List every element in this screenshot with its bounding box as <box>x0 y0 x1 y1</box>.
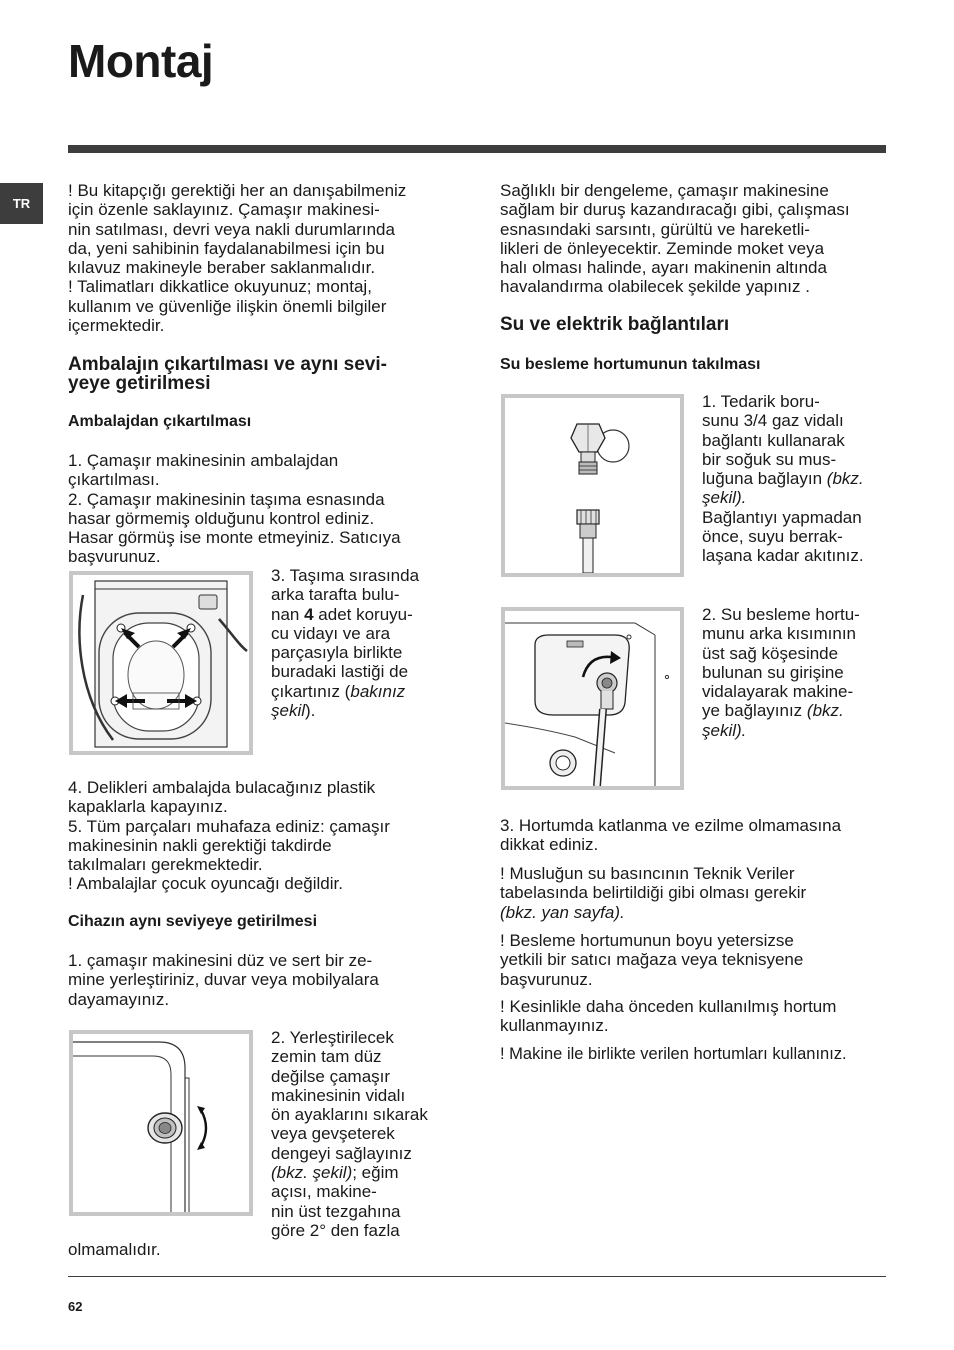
language-tab: TR <box>0 183 43 224</box>
text-line: 2. Yerleştirilecek <box>271 1028 394 1047</box>
italic-ref: şekil <box>271 701 306 721</box>
right-intro <box>500 181 890 297</box>
text-line <box>702 488 892 507</box>
text-line: başvurunuz. <box>500 969 593 989</box>
text-line: içermektedir. <box>68 316 165 336</box>
text-line: makinesinin nakli gerektiği takdirde <box>68 835 332 855</box>
italic-ref: (bkz. <box>826 469 864 489</box>
text-line: göre 2° den fazla <box>271 1220 400 1240</box>
level-step2-end: olmamalıdır. <box>68 1240 161 1259</box>
level-step1 <box>68 951 458 1009</box>
heading-line: yeye getirilmesi <box>68 373 211 394</box>
left-intro <box>68 181 458 335</box>
text-line <box>702 721 892 740</box>
text-line: ! Besleme hortumunun boyu yetersizse <box>500 931 794 950</box>
text-line <box>271 605 456 624</box>
figure-faucet-connection <box>501 394 684 577</box>
text-line: kılavuz makineyle beraber saklanmalıdır. <box>68 258 376 278</box>
text-line: çıkartılması. <box>68 470 160 490</box>
text-line: ön ayaklarını sıkarak <box>271 1105 428 1125</box>
foot-adjust-illustration <box>73 1034 249 1212</box>
section-heading-unpacking <box>68 355 458 393</box>
inlet-illustration <box>505 611 680 786</box>
washer-back-illustration <box>73 575 249 751</box>
note-hose-length <box>500 931 895 989</box>
heading-line: Ambalajın çıkartılması ve aynı sevi- <box>68 354 387 375</box>
figure-transport-bolts <box>69 571 253 755</box>
text-line: mine yerleştiriniz, duvar veya mobilyalara <box>68 970 379 990</box>
after-steps <box>68 778 458 894</box>
subheading-unpack: Ambalajdan çıkartılması <box>68 413 252 430</box>
text-line: 1. Çamaşır makinesinin ambalajdan <box>68 451 339 470</box>
text-line: üst sağ köşesinde <box>702 643 839 663</box>
text-line <box>500 903 895 922</box>
text-span: ). <box>305 701 316 721</box>
text-line: kapaklarla kapayınız. <box>68 797 228 817</box>
text-line: ! Bu kitapçığı gerektiği her an danışabilmeniz <box>68 181 407 200</box>
text-line: veya gevşeterek <box>271 1124 395 1144</box>
text-line: 3. Hortumda katlanma ve ezilme olmamasına <box>500 816 842 835</box>
text-line <box>702 701 892 720</box>
level-step2 <box>271 1028 456 1240</box>
text-line: vidalayarak makine- <box>702 682 854 702</box>
text-line: laşana kadar akıtınız. <box>702 546 864 566</box>
subheading-hose: Su besleme hortumunun takılması <box>500 356 761 373</box>
text-span: adet koruyu- <box>313 604 413 624</box>
page-number: 62 <box>68 1299 83 1314</box>
text-line: için özenle saklayınız. Çamaşır makinesi- <box>68 200 380 220</box>
text-line <box>271 1163 456 1182</box>
text-line: değilse çamaşır <box>271 1066 391 1086</box>
text-line: 4. Delikleri ambalajda bulacağınız plastik <box>68 778 376 797</box>
text-line: bir soğuk su mus- <box>702 449 837 469</box>
text-line: 1. Tedarik boru- <box>702 392 820 411</box>
text-line: yetkili bir satıcı mağaza veya teknisyene <box>500 950 804 970</box>
title-divider <box>68 145 886 153</box>
subheading-leveling: Cihazın aynı seviyeye getirilmesi <box>68 913 318 930</box>
figure-adjustable-foot <box>69 1030 253 1216</box>
note-used-hose <box>500 997 895 1036</box>
faucet-illustration <box>505 398 680 573</box>
text-span: luğuna bağlayın <box>702 469 827 489</box>
text-line: hasar görmemiş olduğunu kontrol ediniz. <box>68 508 375 528</box>
text-line: halı olması halinde, ayarı makinenin altında <box>500 258 827 278</box>
text-line: nin satılması, devri veya nakli durumlarında <box>68 219 395 239</box>
section-heading-water-electric: Su ve elektrik bağlantıları <box>500 314 730 335</box>
text-span: ye bağlayınız <box>702 701 807 721</box>
italic-ref: (bkz. şekil) <box>271 1163 353 1183</box>
text-line: 5. Tüm parçaları muhafaza ediniz: çamaşır <box>68 816 390 836</box>
italic-ref: (bkz. yan sayfa). <box>500 902 625 922</box>
figure-hose-inlet <box>501 607 684 790</box>
text-line: munu arka kısımının <box>702 624 857 644</box>
text-line: nin üst tezgahına <box>271 1201 401 1221</box>
text-line <box>271 701 456 720</box>
italic-ref: şekil). <box>702 488 747 508</box>
text-line <box>271 682 456 701</box>
text-line: tabelasında belirtildiği gibi olması gerekir <box>500 883 807 903</box>
text-line: başvurunuz. <box>68 547 161 567</box>
text-line: ! Kesinlikle daha önceden kullanılmış hortum <box>500 997 837 1016</box>
unpack-step3 <box>271 566 456 720</box>
italic-ref: bakınız <box>350 681 406 701</box>
italic-ref: (bkz. <box>806 701 844 721</box>
text-line: ! Musluğun su basıncının Teknik Veriler <box>500 864 795 883</box>
text-line: makinesinin vidalı <box>271 1085 406 1105</box>
text-span: nan <box>271 604 305 624</box>
text-line: kullanmayınız. <box>500 1016 609 1036</box>
italic-ref: şekil). <box>702 720 747 740</box>
text-line: takılmaları gerekmektedir. <box>68 855 263 875</box>
text-line: esnasındaki sarsıntı, gürültü ve hareketli- <box>500 219 810 239</box>
text-line: buradaki lastiği de <box>271 662 409 682</box>
text-line: sunu 3/4 gaz vidalı <box>702 411 844 431</box>
page-title: Montaj <box>68 35 214 87</box>
text-span: ; eğim <box>352 1163 399 1183</box>
text-line: zemin tam düz <box>271 1047 382 1067</box>
text-line: da, yeni sahibinin faydalanabilmesi için bu <box>68 238 385 258</box>
text-line: havalandırma olabilecek şekilde yapınız . <box>500 277 810 297</box>
text-line: arka tarafta bulu- <box>271 585 400 605</box>
note-supplied-hoses: ! Makine ile birlikte verilen hortumları kullanınız. <box>500 1045 847 1063</box>
hose-step1 <box>702 392 892 566</box>
text-line: 3. Taşıma sırasında <box>271 566 420 585</box>
text-line: Sağlıklı bir dengeleme, çamaşır makinesine <box>500 181 829 200</box>
text-line: önce, suyu berrak- <box>702 527 843 547</box>
text-line: ! Ambalajlar çocuk oyuncağı değildir. <box>68 874 343 894</box>
text-line: Bağlantıyı yapmadan <box>702 507 862 527</box>
text-line: açısı, makine- <box>271 1182 377 1202</box>
text-line: Hasar görmüş ise monte etmeyiniz. Satıcıya <box>68 528 401 548</box>
hose-step2 <box>702 605 892 740</box>
text-line: dengeyi sağlayınız <box>271 1143 412 1163</box>
hose-step3 <box>500 816 895 855</box>
text-line: 2. Çamaşır makinesinin taşıma esnasında <box>68 489 385 509</box>
text-line: 2. Su besleme hortu- <box>702 605 860 624</box>
footer-divider <box>68 1276 886 1277</box>
unpack-steps <box>68 451 458 567</box>
text-line: dikkat ediniz. <box>500 835 599 855</box>
text-line: parçasıyla birlikte <box>271 643 403 663</box>
text-line <box>702 469 892 488</box>
text-line: bulunan su girişine <box>702 662 844 682</box>
text-line: sağlam bir duruş kazandıracağı gibi, çalışması <box>500 200 850 220</box>
text-line: kullanım ve güvenliğe ilişkin önemli bilgiler <box>68 296 387 316</box>
text-line: ! Talimatları dikkatlice okuyunuz; montaj, <box>68 277 372 297</box>
text-span: çıkartınız ( <box>271 681 351 701</box>
note-pressure <box>500 864 895 922</box>
text-line: cu vidayı ve ara <box>271 623 391 643</box>
bold-count: 4 <box>304 604 314 624</box>
text-line: 1. çamaşır makinesini düz ve sert bir ze- <box>68 951 373 970</box>
text-line: dayamayınız. <box>68 989 170 1009</box>
text-line: bağlantı kullanarak <box>702 430 845 450</box>
text-line: likleri de önleyecektir. Zeminde moket veya <box>500 238 825 258</box>
